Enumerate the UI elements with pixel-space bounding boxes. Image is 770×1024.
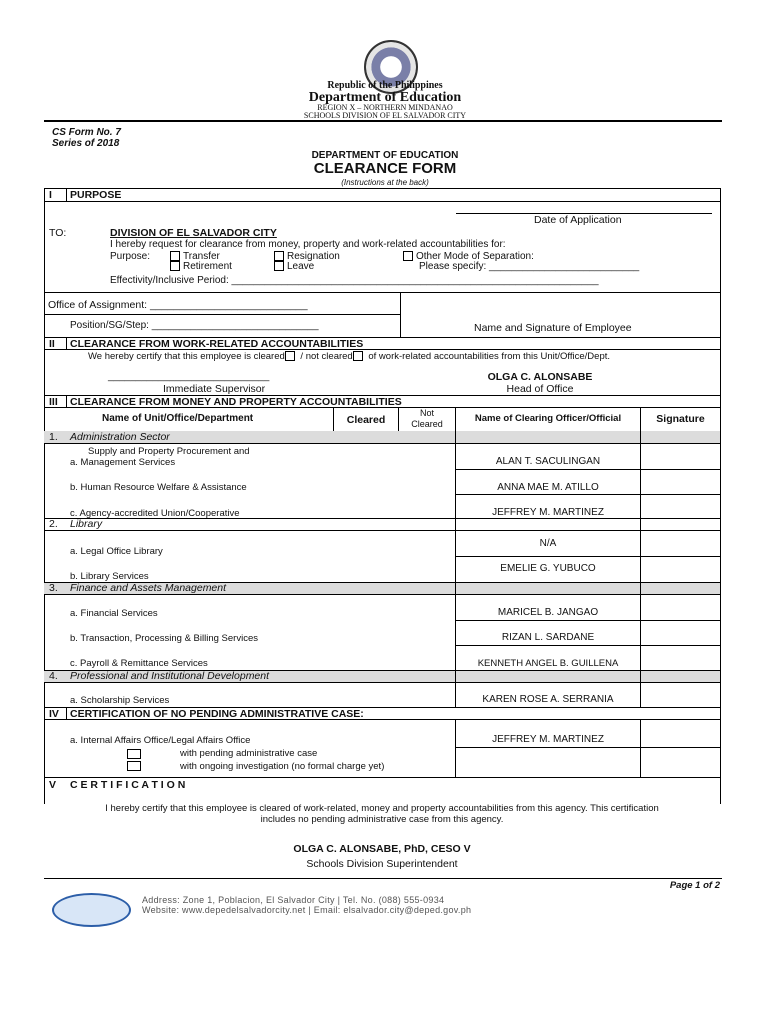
transfer-checkbox[interactable] (170, 251, 180, 261)
unit-label: a. Legal Office Library (70, 546, 163, 557)
clearing-officer-name: ANNA MAE M. ATILLO (497, 482, 599, 493)
transfer-label: Transfer (183, 251, 220, 262)
head-of-office-name: OLGA C. ALONSABE (487, 371, 593, 383)
rule (44, 682, 720, 683)
form-series: Series of 2018 (52, 138, 120, 149)
instructions-note: (Instructions at the back) (341, 178, 429, 187)
head-of-office-label: Head of Office (506, 383, 574, 395)
other-mode-checkbox[interactable] (403, 251, 413, 261)
purpose-label: Purpose: (110, 251, 151, 262)
rule (455, 431, 456, 707)
rule (44, 407, 720, 408)
rule (44, 582, 720, 583)
table-left-border (44, 188, 45, 804)
footer-website: Website: www.depedelsalvadorcity.net | Email: elsalvador.city@deped.gov.ph (142, 905, 472, 915)
rule (44, 670, 720, 671)
sector-number: 4. (49, 670, 58, 682)
form-number: CS Form No. 7 (52, 127, 121, 138)
sector-name: Administration Sector (70, 431, 170, 443)
supervisor-label: Immediate Supervisor (163, 383, 266, 395)
rule (44, 443, 720, 444)
unit-label: b. Transaction, Processing & Billing Services (70, 633, 258, 644)
rule (455, 645, 720, 646)
certify-text-c: of work-related accountabilities from this Unit/Office/Dept. (368, 351, 611, 362)
cleared-checkbox[interactable] (285, 351, 295, 361)
certify-text-a: We hereby certify that this employee is cleared (88, 351, 285, 362)
rule (640, 719, 641, 777)
rule (455, 407, 456, 431)
sector-name: Professional and Institutional Development (70, 670, 270, 682)
effectivity-field[interactable]: Effectivity/Inclusive Period: __________________________________________________________________ (110, 275, 599, 286)
rule (44, 594, 720, 595)
please-specify-field[interactable]: Please specify: ___________________________ (419, 261, 640, 272)
col-not-cleared-header-1: Not (419, 408, 434, 418)
certify-text-b: / not cleared (300, 351, 353, 362)
retirement-label: Retirement (183, 261, 232, 272)
department-title: Department of Education (308, 90, 462, 105)
form-title: CLEARANCE FORM (313, 160, 457, 177)
rule (333, 407, 334, 431)
clearing-officer-name: JEFFREY M. MARTINEZ (492, 734, 604, 745)
unit-label: c. Payroll & Remittance Services (70, 658, 208, 669)
header-rule (44, 120, 722, 122)
rule (44, 518, 720, 519)
position-field[interactable]: Position/SG/Step: ______________________________ (70, 320, 319, 331)
sector-name: Library (70, 518, 103, 530)
col-cleared-header: Cleared (346, 414, 386, 426)
sector-name: Finance and Assets Management (70, 582, 227, 594)
ongoing-investigation-checkbox[interactable] (127, 761, 141, 771)
rule (44, 188, 720, 189)
superintendent-title: Schools Division Superintendent (306, 858, 458, 870)
work-clearance-statement (88, 351, 610, 362)
unit-label: a. Management Services (70, 457, 176, 468)
leave-option[interactable] (274, 261, 314, 272)
leave-checkbox[interactable] (274, 261, 284, 271)
date-label: Date of Application (534, 214, 622, 226)
supervisor-signature-line[interactable]: _____________________________ (108, 371, 270, 382)
rule (44, 777, 720, 778)
region-line: REGION X – NORTHERN MINDANAO (317, 103, 453, 112)
office-assignment-field[interactable]: Office of Assignment: ___________________________ (48, 299, 308, 311)
matatag-logo (52, 893, 131, 927)
unit-label: c. Agency-accredited Union/Cooperative (70, 508, 240, 519)
certification-text-2: includes no pending administrative case from this agency. (260, 814, 504, 825)
retirement-option[interactable] (170, 261, 232, 272)
page-number: Page 1 of 2 (669, 880, 720, 891)
col-signature-header: Signature (656, 413, 705, 425)
rule (44, 201, 720, 202)
clearing-officer-name: JEFFREY M. MARTINEZ (492, 507, 604, 518)
retirement-checkbox[interactable] (170, 261, 180, 271)
rule (44, 719, 720, 720)
ongoing-investigation-label: with ongoing investigation (no formal charge yet) (180, 761, 385, 772)
col-not-cleared-header-2: Cleared (411, 419, 443, 429)
rule (44, 349, 720, 350)
section-3-title: CLEARANCE FROM MONEY AND PROPERTY ACCOUNTABILITIES (70, 396, 402, 408)
section-1-title: PURPOSE (70, 189, 122, 201)
rule (44, 878, 722, 879)
sector-number: 1. (49, 431, 58, 443)
unit-label: b. Library Services (70, 571, 149, 582)
section-2-number: II (49, 338, 55, 350)
rule (398, 407, 399, 431)
clearing-officer-name: KENNETH ANGEL B. GUILLENA (477, 658, 619, 669)
pending-case-checkbox[interactable] (127, 749, 141, 759)
section-5-number: V (49, 779, 57, 791)
rule (66, 337, 67, 349)
republic-line: Republic of the Philippines (327, 80, 443, 91)
section-4-title: CERTIFICATION OF NO PENDING ADMINISTRATIVE CASE: (70, 708, 364, 720)
section-5-title: C E R T I F I C A T I O N (70, 779, 186, 791)
not-cleared-checkbox[interactable] (353, 351, 363, 361)
col-officer-header: Name of Clearing Officer/Official (474, 413, 622, 424)
clearing-officer-name: N/A (539, 538, 557, 549)
unit-label: b. Human Resource Welfare & Assistance (70, 482, 247, 493)
resignation-checkbox[interactable] (274, 251, 284, 261)
clearing-officer-name: RIZAN L. SARDANE (501, 632, 595, 643)
rule (455, 469, 720, 470)
rule (44, 530, 720, 531)
pending-case-label: with pending administrative case (180, 748, 318, 759)
rule (455, 620, 720, 621)
clearing-officer-name: EMELIE G. YUBUCO (500, 563, 596, 574)
rule (455, 556, 720, 557)
to-label: TO: (49, 227, 67, 239)
sector-number: 3. (49, 582, 58, 594)
rule (455, 747, 720, 748)
superintendent-name: OLGA C. ALONSABE, PhD, CESO V (293, 843, 471, 855)
rule (640, 431, 641, 707)
leave-label: Leave (287, 261, 315, 272)
section-2-title: CLEARANCE FROM WORK-RELATED ACCOUNTABILITIES (70, 338, 364, 350)
section-1-number: I (49, 189, 52, 201)
rule (640, 407, 641, 431)
clearing-officer-name: ALAN T. SACULINGAN (495, 456, 601, 467)
sector-number: 2. (49, 518, 58, 530)
section-3-number: III (49, 396, 58, 408)
unit-label: a. Scholarship Services (70, 695, 170, 706)
rule (455, 719, 456, 777)
col-unit-header: Name of Unit/Office/Department (102, 413, 254, 424)
employee-signature-label: Name and Signature of Employee (474, 322, 632, 334)
section-4-number: IV (49, 708, 59, 720)
rule (66, 188, 67, 201)
dept-heading: DEPARTMENT OF EDUCATION (311, 150, 459, 161)
clearing-officer-name: KAREN ROSE A. SERRANIA (482, 694, 614, 705)
footer-address: Address: Zone 1, Poblacion, El Salvador City | Tel. No. (088) 555-0934 (142, 895, 445, 905)
unit-label-line1: Supply and Property Procurement and (88, 446, 250, 457)
other-mode-label: Other Mode of Separation: (416, 251, 534, 262)
rule (400, 292, 401, 337)
resignation-label: Resignation (287, 251, 340, 262)
rule (66, 395, 67, 407)
rule (66, 707, 67, 719)
table-right-border (720, 188, 721, 804)
clearing-officer-name: MARICEL B. JANGAO (497, 607, 599, 618)
division-line: SCHOOLS DIVISION OF EL SALVADOR CITY (303, 111, 467, 120)
certification-text-1: I hereby certify that this employee is cleared of work-related, money and property accountabilities from this agency. This certification (105, 803, 659, 814)
request-text: I hereby request for clearance from money, property and work-related accountabilities for: (110, 239, 506, 250)
rule (455, 494, 720, 495)
to-value: DIVISION OF EL SALVADOR CITY (110, 227, 277, 239)
rule (44, 292, 720, 293)
rule (44, 314, 400, 315)
unit-label: a. Internal Affairs Office/Legal Affairs Office (70, 735, 251, 746)
unit-label: a. Financial Services (70, 608, 158, 619)
